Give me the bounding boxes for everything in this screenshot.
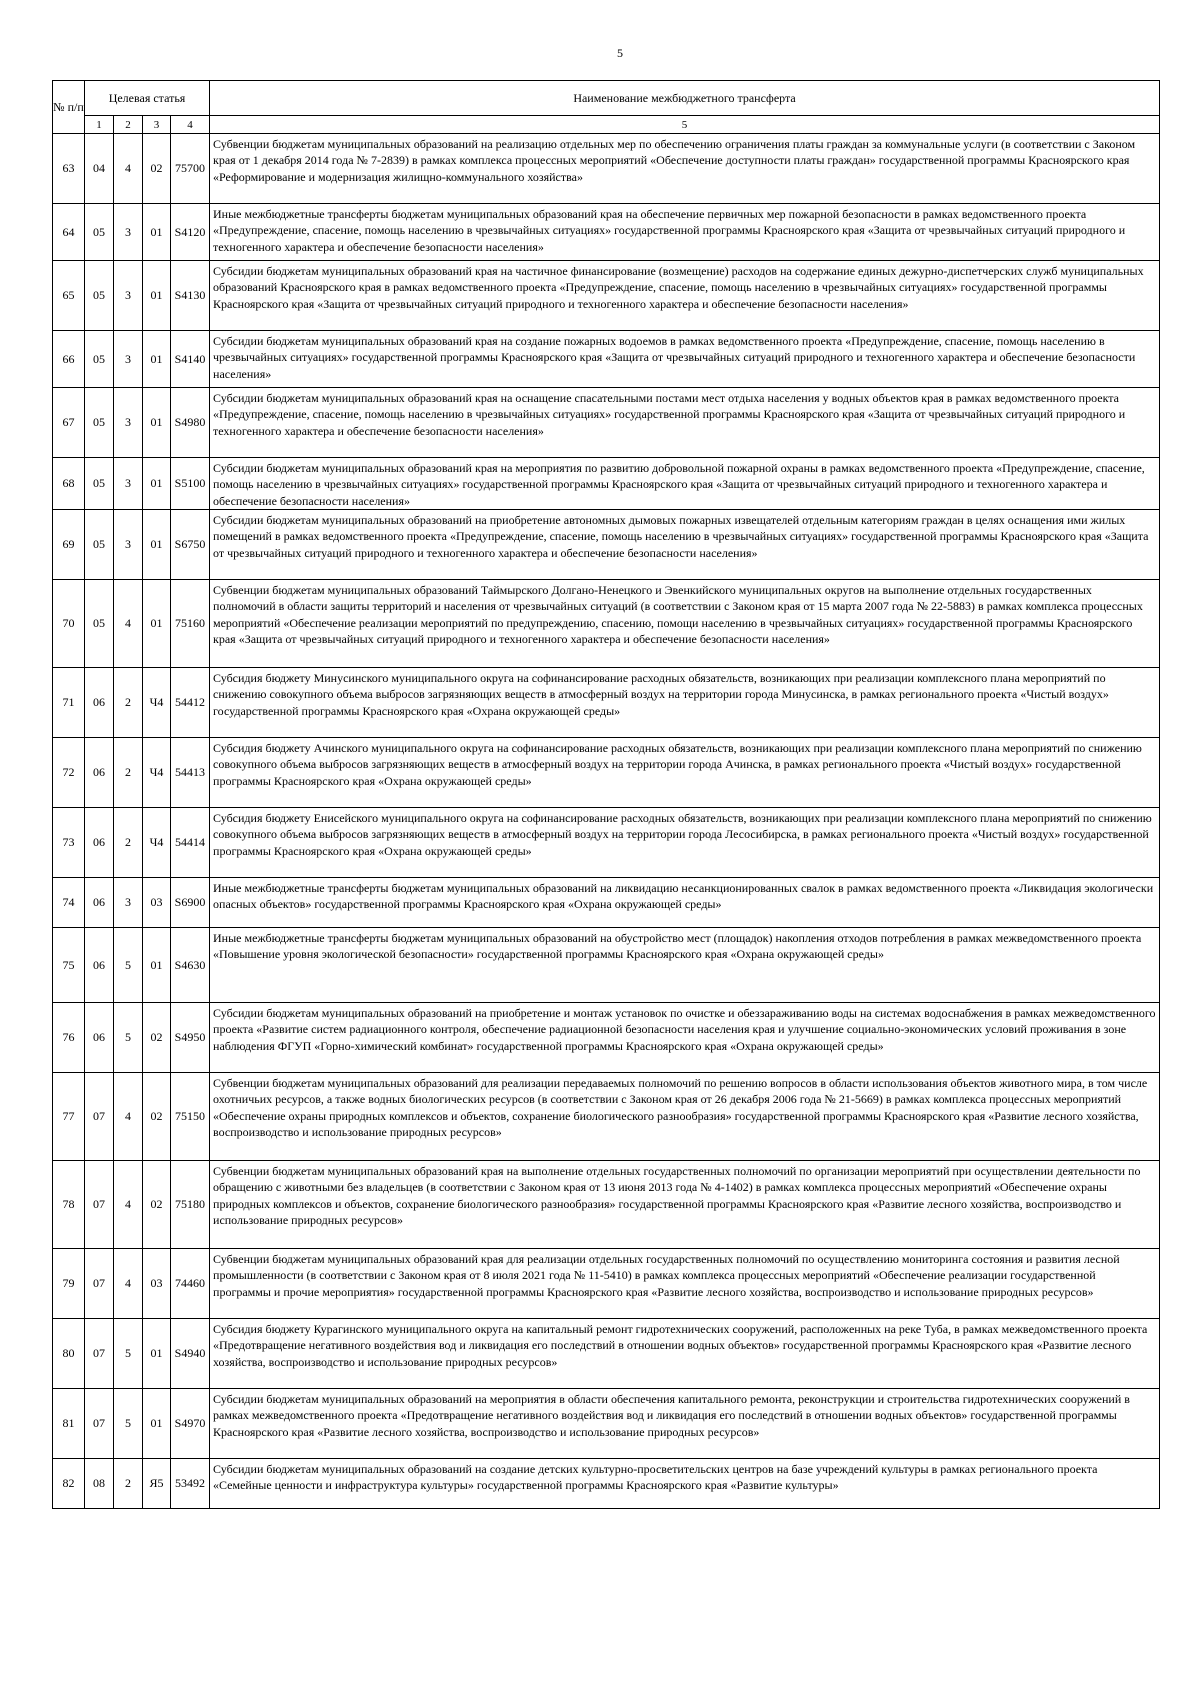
row-number-cell: 74	[53, 878, 85, 928]
table-row	[53, 510, 1160, 580]
header-col-2: 2	[114, 116, 143, 134]
code-2-cell: 4	[114, 580, 143, 668]
code-2-cell: 4	[114, 1073, 143, 1161]
code-1-cell: 05	[85, 261, 114, 331]
transfer-name-cell: Субсидия бюджету Минусинского муниципального округа на софинансирование расходных обязательств, возникающих при реализации комплексного плана мероприятий по снижению совокупного объема выбросов загрязняющих веществ в атмосферный воздух на территории города Минусинска, в рамках регионального проекта «Чистый воздух» государственной программы Красноярского края «Охрана окружающей среды»	[210, 668, 1160, 738]
code-4-cell: S6750	[171, 510, 210, 580]
code-2-cell: 3	[114, 510, 143, 580]
code-4-cell: S4140	[171, 331, 210, 388]
table-row	[53, 928, 1160, 1003]
code-4-cell: S4630	[171, 928, 210, 1003]
code-2-cell: 5	[114, 1003, 143, 1073]
table-row	[53, 458, 1160, 510]
code-1-cell: 06	[85, 668, 114, 738]
transfer-name-cell: Субвенции бюджетам муниципальных образований края на выполнение отдельных государственных полномочий по организации мероприятий при осуществлении деятельности по обращению с животными без владельцев (в соответствии с Законом края от 13 июня 2013 года № 4-1402) в рамках комплекса процессных мероприятий «Обеспечение охраны природных комплексов и объектов, сохранение биологического разнообразия» государственной программы Красноярского края «Развитие лесного хозяйства, воспроизводство и использование природных ресурсов»	[210, 1161, 1160, 1249]
code-4-cell: 74460	[171, 1249, 210, 1319]
table-row	[53, 261, 1160, 331]
row-number-cell: 81	[53, 1389, 85, 1459]
code-1-cell: 07	[85, 1073, 114, 1161]
code-1-cell: 07	[85, 1161, 114, 1249]
code-3-cell: 02	[143, 1073, 171, 1161]
table-row	[53, 580, 1160, 668]
transfer-name-cell: Субсидии бюджетам муниципальных образований края на создание пожарных водоемов в рамках ведомственного проекта «Предупреждение, спасение, помощь населению в чрезвычайных ситуациях» государственной программы Красноярского края «Защита от чрезвычайных ситуаций природного и техногенного характера и обеспечение безопасности населения»	[210, 331, 1160, 388]
transfer-name-cell: Иные межбюджетные трансферты бюджетам муниципальных образований края на обеспечение первичных мер пожарной безопасности в рамках ведомственного проекта «Предупреждение, спасение, помощь населению в чрезвычайных ситуациях» государственной программы Красноярского края «Защита от чрезвычайных ситуаций природного и техногенного характера и обеспечение безопасности населения»	[210, 204, 1160, 261]
code-4-cell: 75180	[171, 1161, 210, 1249]
code-3-cell: Ч4	[143, 738, 171, 808]
row-number-cell: 65	[53, 261, 85, 331]
code-3-cell: 01	[143, 331, 171, 388]
code-4-cell: 54414	[171, 808, 210, 878]
code-3-cell: 01	[143, 204, 171, 261]
header-col-4: 4	[171, 116, 210, 134]
row-number-cell: 67	[53, 388, 85, 458]
table-row	[53, 668, 1160, 738]
code-2-cell: 4	[114, 1249, 143, 1319]
code-4-cell: S4970	[171, 1389, 210, 1459]
row-number-cell: 75	[53, 928, 85, 1003]
code-1-cell: 08	[85, 1459, 114, 1509]
code-2-cell: 4	[114, 134, 143, 204]
code-4-cell: 75150	[171, 1073, 210, 1161]
code-1-cell: 04	[85, 134, 114, 204]
code-1-cell: 05	[85, 458, 114, 510]
row-number-cell: 70	[53, 580, 85, 668]
transfer-name-cell: Субсидии бюджетам муниципальных образований на приобретение автономных дымовых пожарных извещателей отдельным категориям граждан в целях оснащения ими жилых помещений в рамках ведомственного проекта «Предупреждение, спасение, помощь населению в чрезвычайных ситуациях» государственной программы Красноярского края «Защита от чрезвычайных ситуаций природного и техногенного характера и обеспечение безопасности населения»	[210, 510, 1160, 580]
code-3-cell: 02	[143, 134, 171, 204]
code-2-cell: 5	[114, 928, 143, 1003]
code-3-cell: 01	[143, 388, 171, 458]
transfer-name-cell: Субвенции бюджетам муниципальных образований края для реализации отдельных государственных полномочий по осуществлению мониторинга состояния и развития лесной промышленности (в соответствии с Законом края от 8 июля 2021 года № 11-5410) в рамках комплекса процессных мероприятий «Обеспечение реализации государственной программы и прочие мероприятия» государственной программы Красноярского края «Развитие лесного хозяйства, воспроизводство и использование природных ресурсов»	[210, 1249, 1160, 1319]
code-4-cell: S6900	[171, 878, 210, 928]
code-1-cell: 06	[85, 738, 114, 808]
row-number-cell: 80	[53, 1319, 85, 1389]
code-2-cell: 2	[114, 738, 143, 808]
transfer-name-cell: Субсидии бюджетам муниципальных образований края на мероприятия по развитию добровольной пожарной охраны в рамках ведомственного проекта «Предупреждение, спасение, помощь населению в чрезвычайных ситуациях» государственной программы Красноярского края «Защита от чрезвычайных ситуаций природного и техногенного характера и обеспечение безопасности населения»	[210, 458, 1160, 510]
code-2-cell: 3	[114, 204, 143, 261]
table-row	[53, 134, 1160, 204]
header-num: № п/п	[53, 81, 85, 134]
table-row	[53, 204, 1160, 261]
code-4-cell: S4940	[171, 1319, 210, 1389]
row-number-cell: 69	[53, 510, 85, 580]
code-4-cell: S4130	[171, 261, 210, 331]
transfer-name-cell: Субсидия бюджету Енисейского муниципального округа на софинансирование расходных обязательств, возникающих при реализации комплексного плана мероприятий по снижению совокупного объема выбросов загрязняющих веществ в атмосферный воздух на территории города Лесосибирска, в рамках регионального проекта «Чистый воздух» государственной программы Красноярского края «Охрана окружающей среды»	[210, 808, 1160, 878]
code-2-cell: 2	[114, 668, 143, 738]
code-3-cell: 01	[143, 1319, 171, 1389]
code-2-cell: 3	[114, 261, 143, 331]
code-3-cell: 03	[143, 878, 171, 928]
code-4-cell: S4120	[171, 204, 210, 261]
transfer-name-cell: Субсидии бюджетам муниципальных образований на мероприятия в области обеспечения капитального ремонта, реконструкции и строительства гидротехнических сооружений в рамках межведомственного проекта «Предотвращение негативного воздействия вод и ликвидация его последствий в отношении водных объектов» государственной программы Красноярского края «Развитие лесного хозяйства, воспроизводство и использование природных ресурсов»	[210, 1389, 1160, 1459]
code-1-cell: 06	[85, 808, 114, 878]
table-row	[53, 1389, 1160, 1459]
code-4-cell: 54412	[171, 668, 210, 738]
header-col-3: 3	[143, 116, 171, 134]
code-1-cell: 07	[85, 1319, 114, 1389]
row-number-cell: 77	[53, 1073, 85, 1161]
code-4-cell: 53492	[171, 1459, 210, 1509]
code-1-cell: 05	[85, 388, 114, 458]
code-2-cell: 2	[114, 1459, 143, 1509]
code-4-cell: S4950	[171, 1003, 210, 1073]
row-number-cell: 71	[53, 668, 85, 738]
transfer-name-cell: Иные межбюджетные трансферты бюджетам муниципальных образований на обустройство мест (площадок) накопления отходов потребления в рамках межведомственного проекта «Повышение уровня экологической безопасности» государственной программы Красноярского края «Охрана окружающей среды»	[210, 928, 1160, 1003]
table-row	[53, 1319, 1160, 1389]
table-row	[53, 1073, 1160, 1161]
table-row	[53, 878, 1160, 928]
code-2-cell: 3	[114, 331, 143, 388]
transfer-name-cell: Субсидия бюджету Курагинского муниципального округа на капитальный ремонт гидротехнических сооружений, расположенных на реке Туба, в рамках межведомственного проекта «Предотвращение негативного воздействия вод и ликвидация его последствий в отношении водных объектов» государственной программы Красноярского края «Развитие лесного хозяйства, воспроизводство и использование природных ресурсов»	[210, 1319, 1160, 1389]
table-body	[53, 134, 1160, 1509]
code-1-cell: 07	[85, 1389, 114, 1459]
code-4-cell: 54413	[171, 738, 210, 808]
code-3-cell: 03	[143, 1249, 171, 1319]
code-2-cell: 2	[114, 808, 143, 878]
transfer-name-cell: Субвенции бюджетам муниципальных образований на реализацию отдельных мер по обеспечению ограничения платы граждан за коммунальные услуги (в соответствии с Законом края от 1 декабря 2014 года № 7-2839) в рамках комплекса процессных мероприятий «Обеспечение доступности платы граждан» государственной программы Красноярского края «Реформирование и модернизация жилищно-коммунального хозяйства»	[210, 134, 1160, 204]
code-1-cell: 06	[85, 1003, 114, 1073]
code-1-cell: 06	[85, 928, 114, 1003]
table-row	[53, 331, 1160, 388]
code-2-cell: 5	[114, 1319, 143, 1389]
row-number-cell: 76	[53, 1003, 85, 1073]
transfer-name-cell: Иные межбюджетные трансферты бюджетам муниципальных образований на ликвидацию несанкционированных свалок в рамках ведомственного проекта «Ликвидация экологически опасных объектов» государственной программы Красноярского края «Охрана окружающей среды»	[210, 878, 1160, 928]
row-number-cell: 66	[53, 331, 85, 388]
row-number-cell: 68	[53, 458, 85, 510]
code-4-cell: S4980	[171, 388, 210, 458]
code-3-cell: 01	[143, 1389, 171, 1459]
code-1-cell: 05	[85, 331, 114, 388]
table-row	[53, 1161, 1160, 1249]
header-col-1: 1	[85, 116, 114, 134]
code-3-cell: Ч4	[143, 808, 171, 878]
code-2-cell: 5	[114, 1389, 143, 1459]
page-number: 5	[617, 46, 623, 60]
code-2-cell: 3	[114, 388, 143, 458]
transfers-table	[52, 80, 1160, 1509]
row-number-cell: 82	[53, 1459, 85, 1509]
transfer-name-cell: Субсидия бюджету Ачинского муниципального округа на софинансирование расходных обязательств, возникающих при реализации комплексного плана мероприятий по снижению совокупного объема выбросов загрязняющих веществ в атмосферный воздух на территории города Ачинска, в рамках регионального проекта «Чистый воздух» государственной программы Красноярского края «Охрана окружающей среды»	[210, 738, 1160, 808]
code-1-cell: 07	[85, 1249, 114, 1319]
code-4-cell: 75700	[171, 134, 210, 204]
table-row	[53, 388, 1160, 458]
code-3-cell: 01	[143, 510, 171, 580]
code-3-cell: 01	[143, 261, 171, 331]
row-number-cell: 78	[53, 1161, 85, 1249]
header-target-article: Целевая статья	[85, 81, 210, 116]
code-2-cell: 4	[114, 1161, 143, 1249]
code-1-cell: 05	[85, 204, 114, 261]
code-4-cell: 75160	[171, 580, 210, 668]
code-2-cell: 3	[114, 878, 143, 928]
code-3-cell: 01	[143, 458, 171, 510]
table-row	[53, 808, 1160, 878]
header-transfer-name: Наименование межбюджетного трансферта	[210, 81, 1160, 116]
code-3-cell: Я5	[143, 1459, 171, 1509]
code-3-cell: 02	[143, 1003, 171, 1073]
row-number-cell: 64	[53, 204, 85, 261]
header-col-5: 5	[210, 116, 1160, 134]
row-number-cell: 79	[53, 1249, 85, 1319]
code-3-cell: 02	[143, 1161, 171, 1249]
table-row	[53, 1249, 1160, 1319]
transfer-name-cell: Субсидии бюджетам муниципальных образований края на частичное финансирование (возмещение) расходов на содержание единых дежурно-диспетчерских служб муниципальных образований Красноярского края в рамках ведомственного проекта «Предупреждение, спасение, помощь населению в чрезвычайных ситуациях» государственной программы Красноярского края «Защита от чрезвычайных ситуаций природного и техногенного характера и обеспечение безопасности населения»	[210, 261, 1160, 331]
code-1-cell: 05	[85, 510, 114, 580]
code-4-cell: S5100	[171, 458, 210, 510]
transfer-name-cell: Субсидии бюджетам муниципальных образований на создание детских культурно-просветительских центров на базе учреждений культуры в рамках регионального проекта «Семейные ценности и инфраструктура культуры» государственной программы Красноярского края «Развитие культуры»	[210, 1459, 1160, 1509]
transfer-name-cell: Субсидии бюджетам муниципальных образований края на оснащение спасательными постами мест отдыха населения у водных объектов края в рамках ведомственного проекта «Предупреждение, спасение, помощь населению в чрезвычайных ситуациях» государственной программы Красноярского края «Защита от чрезвычайных ситуаций природного и техногенного характера и обеспечение безопасности населения»	[210, 388, 1160, 458]
transfer-name-cell: Субвенции бюджетам муниципальных образований Таймырского Долгано-Ненецкого и Эвенкийского муниципальных округов на выполнение отдельных государственных полномочий в области защиты территорий и населения от чрезвычайных ситуаций (в соответствии с Законом края от 15 марта 2007 года № 22-5883) в рамках комплекса процессных мероприятий «Обеспечение реализации мероприятий по предупреждению, спасению, помощи населению в чрезвычайных ситуациях» государственной программы Красноярского края «Защита от чрезвычайных ситуаций природного и техногенного характера и обеспечение безопасности населения»	[210, 580, 1160, 668]
code-3-cell: 01	[143, 580, 171, 668]
row-number-cell: 72	[53, 738, 85, 808]
code-3-cell: Ч4	[143, 668, 171, 738]
row-number-cell: 73	[53, 808, 85, 878]
table-row	[53, 1003, 1160, 1073]
code-2-cell: 3	[114, 458, 143, 510]
code-1-cell: 06	[85, 878, 114, 928]
transfer-name-cell: Субсидии бюджетам муниципальных образований на приобретение и монтаж установок по очистке и обеззараживанию воды на системах водоснабжения в рамках межведомственного проекта «Развитие систем радиационного контроля, обеспечение радиационной безопасности населения края и улучшение социально-экономических условий проживания в зоне наблюдения ФГУП «Горно-химический комбинат» государственной программы Красноярского края «Охрана окружающей среды»	[210, 1003, 1160, 1073]
code-1-cell: 05	[85, 580, 114, 668]
row-number-cell: 63	[53, 134, 85, 204]
table-row	[53, 1459, 1160, 1509]
table-row	[53, 738, 1160, 808]
transfer-name-cell: Субвенции бюджетам муниципальных образований для реализации передаваемых полномочий по решению вопросов в области использования объектов животного мира, в том числе охотничьих ресурсов, а также водных биологических ресурсов (в соответствии с Законом края от 26 декабря 2006 года № 21-5669) в рамках комплекса процессных мероприятий «Обеспечение охраны природных комплексов и объектов, сохранение биологического разнообразия» государственной программы Красноярского края «Развитие лесного хозяйства, воспроизводство и использование природных ресурсов»	[210, 1073, 1160, 1161]
code-3-cell: 01	[143, 928, 171, 1003]
